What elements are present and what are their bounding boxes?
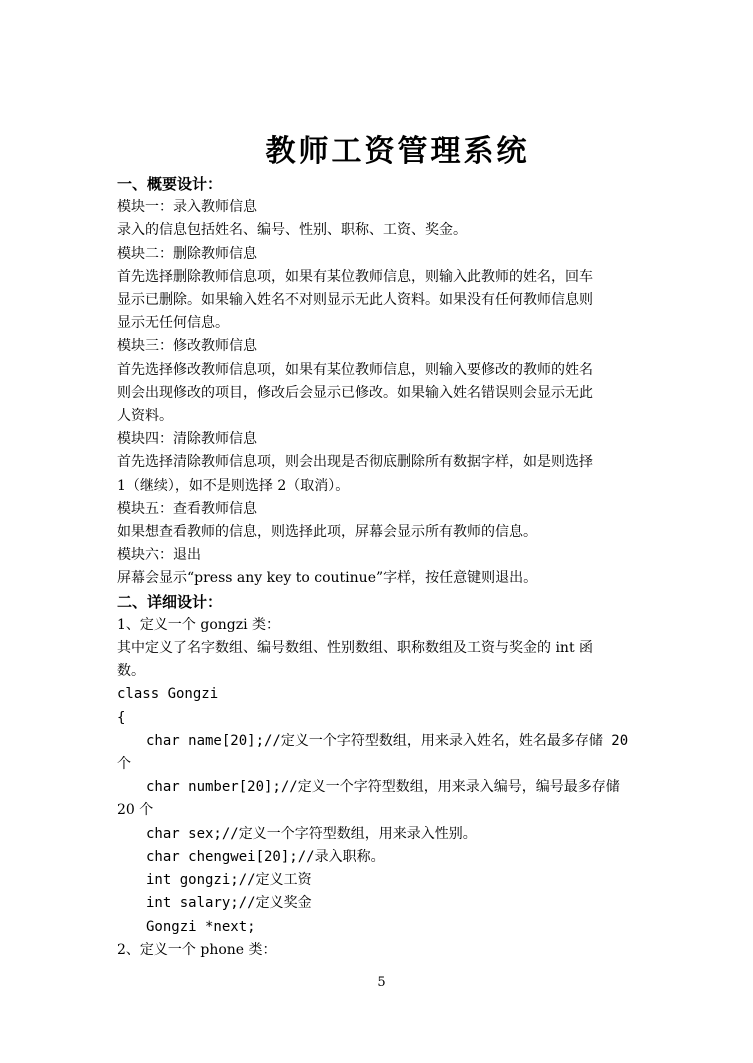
body-text-line: 则会出现修改的项目，修改后会显示已修改。如果输入姓名错误则会显示无此: [117, 384, 593, 401]
body-text-line: 20 个: [117, 802, 154, 819]
code-line: char number[20];//定义一个字符型数组，用来录入编号，编号最多存储: [146, 779, 620, 796]
code-line: char sex;//定义一个字符型数组，用来录入性别。: [146, 825, 477, 842]
code-line: Gongzi *next;: [146, 918, 256, 935]
code-line: char name[20];//定义一个字符型数组，用来录入姓名，姓名最多存储 20: [146, 732, 629, 749]
body-text-line: 首先选择清除教师信息项，则会出现是否彻底删除所有数据字样，如是则选择: [117, 454, 593, 471]
body-text-line: 录入的信息包括姓名、编号、性别、职称、工资、奖金。: [117, 222, 467, 239]
code-line: class Gongzi: [117, 686, 219, 703]
code-line: {: [117, 709, 126, 726]
code-line: int gongzi;//定义工资: [146, 872, 312, 889]
body-text-line: 显示已删除。如果输入姓名不对则显示无此人资料。如果没有任何教师信息则: [117, 292, 593, 309]
section-heading: 二、详细设计：: [117, 592, 223, 611]
body-text-line: 数。: [117, 663, 145, 680]
body-text-line: 1、定义一个 gongzi 类：: [117, 616, 281, 633]
body-text-line: 模块六：退出: [117, 547, 201, 564]
body-text-line: 屏幕会显示“press any key to coutinue”字样，按任意键则退出。: [117, 570, 538, 587]
body-text-line: 模块四：清除教师信息: [117, 431, 257, 448]
section-heading: 一、概要设计：: [117, 175, 223, 193]
body-text-line: 人资料。: [117, 408, 173, 425]
body-text-line: 模块二：删除教师信息: [117, 245, 257, 262]
body-text-line: 其中定义了名字数组、编号数组、性别数组、职称数组及工资与奖金的 int 函: [117, 640, 594, 657]
code-line: int salary;//定义奖金: [146, 895, 312, 912]
body-text-line: 模块三：修改教师信息: [117, 338, 257, 355]
body-text-line: 显示无任何信息。: [117, 315, 229, 332]
body-text-line: 模块一：录入教师信息: [117, 199, 257, 216]
body-text-line: 1（继续），如不是则选择 2（取消）。: [117, 477, 350, 494]
code-line: char chengwei[20];//录入职称。: [146, 848, 385, 865]
body-text-line: 模块五：查看教师信息: [117, 500, 257, 517]
document-title: 教师工资管理系统: [265, 134, 530, 169]
page-number: 5: [377, 975, 386, 990]
body-text-line: 首先选择修改教师信息项，如果有某位教师信息，则输入要修改的教师的姓名: [117, 361, 593, 378]
body-text-line: 2、定义一个 phone 类：: [117, 941, 277, 958]
body-text-line: 如果想查看教师的信息，则选择此项，屏幕会显示所有教师的信息。: [117, 524, 537, 541]
body-text-line: 个: [117, 756, 131, 773]
document-body: [117, 173, 637, 962]
body-text-line: 首先选择删除教师信息项，如果有某位教师信息，则输入此教师的姓名，回车: [117, 268, 593, 285]
